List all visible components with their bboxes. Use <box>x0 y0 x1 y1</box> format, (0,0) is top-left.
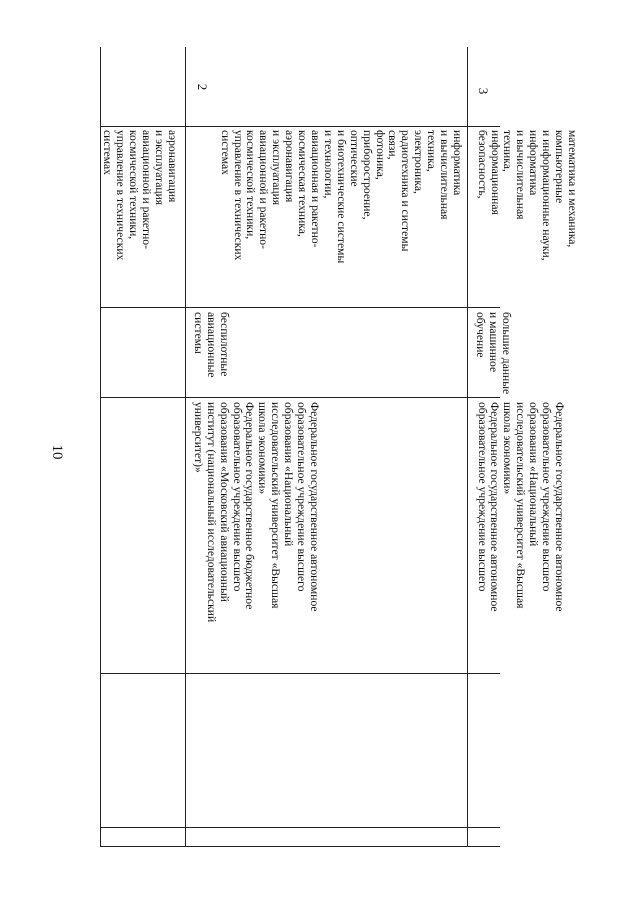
text-line: Федеральное государственное автономное <box>488 402 502 612</box>
text-line: управление в технических <box>114 130 128 261</box>
table-row-2-directions <box>218 130 463 263</box>
text-line: Федеральное государственное бюджетное <box>243 402 257 610</box>
text-line: и вычислительная <box>514 130 528 220</box>
text-line: информатика <box>527 130 541 196</box>
page-number: 10 <box>49 444 65 460</box>
text-line: и технологии, <box>321 130 335 199</box>
table-row-1-directions <box>101 130 178 260</box>
text-line: авиационные <box>205 312 219 378</box>
text-line: беспилотные <box>218 312 231 377</box>
text-line: информатика <box>451 130 464 196</box>
text-line: исследовательский университет «Высшая <box>269 402 283 609</box>
text-line: безопасность, <box>475 130 489 199</box>
text-line: аэронавигация <box>166 130 179 203</box>
text-line: и биотехнические системы <box>334 130 348 264</box>
column-divider-number <box>100 126 500 127</box>
text-line: школа экономики» <box>501 402 515 495</box>
text-line: авиационная и ракетно- <box>309 130 323 248</box>
text-line: и вычислительная <box>438 130 452 220</box>
text-line: образования «Московский авиационный <box>217 402 231 603</box>
text-line: авиационной и ракетно- <box>140 130 154 249</box>
text-line: аэронавигация <box>283 130 297 203</box>
text-line: системах <box>218 130 232 175</box>
table-row-3-specialty <box>473 312 512 394</box>
row-number-3: 3 <box>476 87 491 95</box>
text-line: большие данные <box>500 312 513 395</box>
text-line: системы <box>192 312 206 354</box>
table-row-2-specialty <box>191 312 230 378</box>
text-line: исследовательский университет «Высшая <box>514 402 528 609</box>
text-line: космической техники, <box>244 130 258 240</box>
table-row-3-directions <box>475 130 578 261</box>
text-line: образовательное учреждение высшего <box>475 402 489 592</box>
text-line: университет)» <box>191 402 205 473</box>
text-line: радиотехника и системы <box>399 130 413 252</box>
row-divider-1 <box>185 47 186 847</box>
text-line: образовательное учреждение высшего <box>540 402 554 592</box>
text-line: управление в технических <box>231 130 245 261</box>
text-line: образования «Национальный <box>527 402 541 547</box>
text-line: космической техники, <box>127 130 141 240</box>
text-line: информационная <box>488 130 502 215</box>
text-line: космическая техника, <box>296 130 310 237</box>
text-line: системах <box>101 130 115 175</box>
text-line: Федеральное государственное автономное <box>553 402 566 612</box>
text-line: и эксплуатация <box>153 130 167 206</box>
table-row-2-university <box>191 402 320 622</box>
text-line: и информационные науки, <box>540 130 554 261</box>
text-line: институт (национальный исследовательский <box>204 402 218 623</box>
text-line: и машинное <box>487 312 501 373</box>
text-line: приборостроение, <box>360 130 374 220</box>
row-divider-2 <box>467 47 468 847</box>
text-line: электроника, <box>412 130 426 194</box>
text-line: связи, <box>386 130 400 160</box>
column-divider-first <box>100 827 500 828</box>
text-line: математика и механика, <box>566 130 579 248</box>
text-line: компьютерные <box>553 130 567 204</box>
text-line: техника, <box>501 130 515 172</box>
column-divider-specialty <box>100 397 500 398</box>
text-line: образовательное учреждение высшего <box>230 402 244 592</box>
text-line: оптические <box>347 130 361 187</box>
column-divider-directions <box>100 307 500 308</box>
text-line: образовательное учреждение высшего <box>295 402 309 592</box>
text-line: и эксплуатация <box>270 130 284 206</box>
text-line: Федеральное государственное автономное <box>308 402 321 612</box>
text-line: школа экономики» <box>256 402 270 495</box>
row-number-2: 2 <box>195 83 210 91</box>
text-line: обучение <box>474 312 488 358</box>
text-line: фотоника, <box>373 130 387 180</box>
table-row-3-university <box>475 402 565 612</box>
column-divider-university <box>100 673 500 674</box>
text-line: авиационной и ракетно- <box>257 130 271 249</box>
text-line: техника, <box>425 130 439 172</box>
text-line: образования «Национальный <box>282 402 296 547</box>
